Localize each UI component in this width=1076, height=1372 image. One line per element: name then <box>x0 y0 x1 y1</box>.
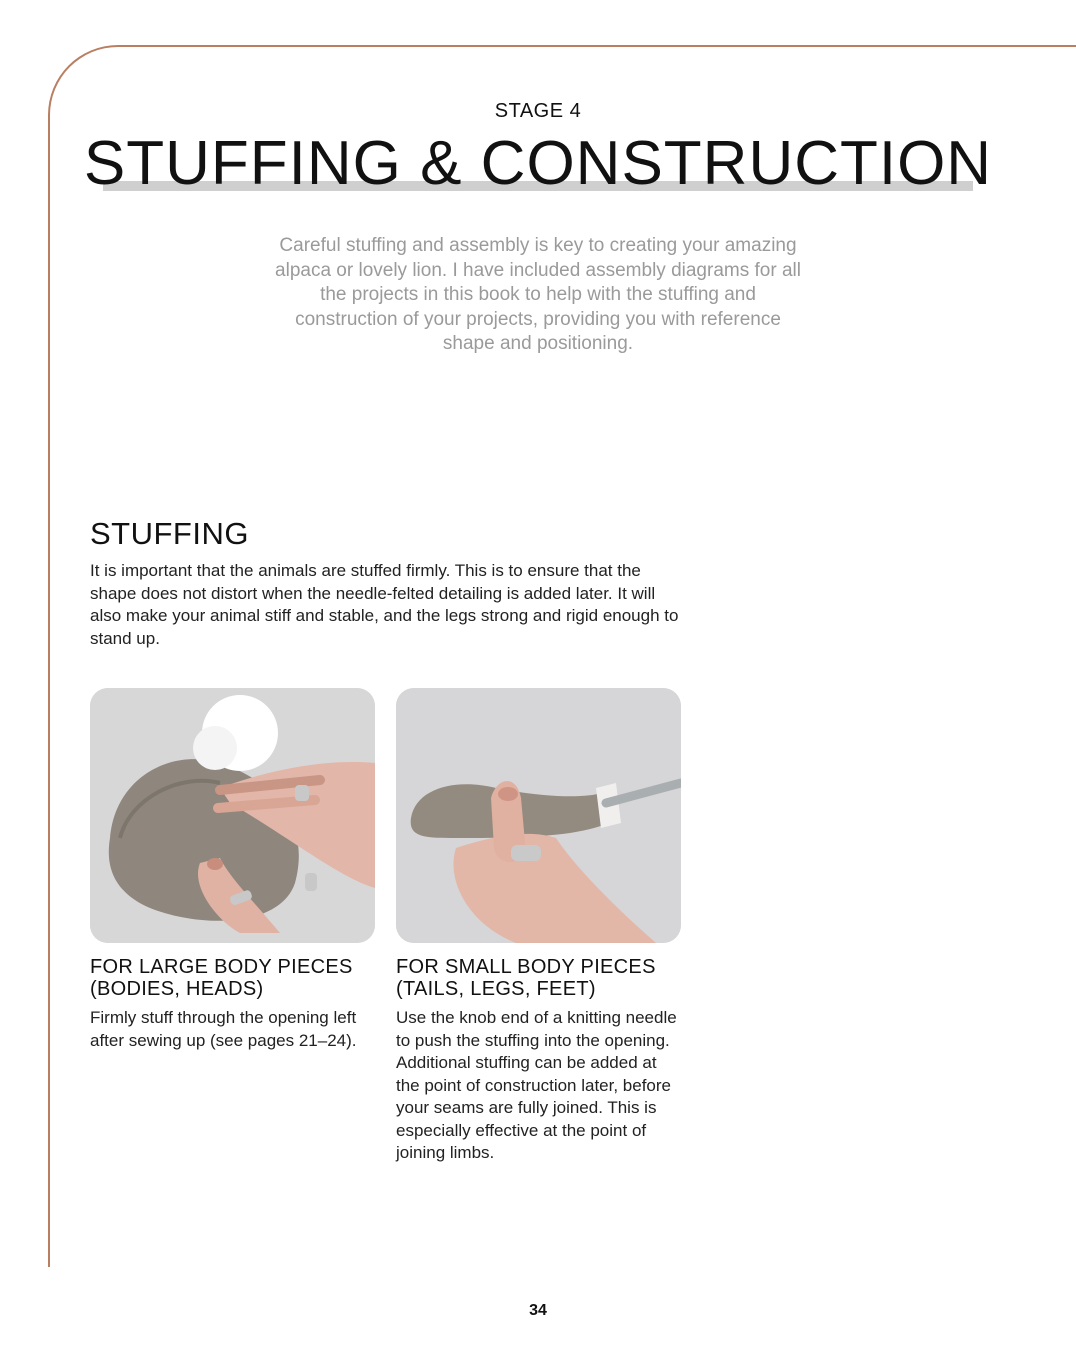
stage-label: STAGE 4 <box>494 100 582 122</box>
caption-text-small: Use the knob end of a knitting needle to push the stuffing into the opening. Additional stuffing can be added at the point of construction later, before your seams are fully joined. This is especially effective at the point of joining limbs. <box>396 1008 677 1162</box>
page-number: 34 <box>529 1302 547 1319</box>
caption-title-small: FOR SMALL BODY PIECES (TAILS, LEGS, FEET) <box>396 956 656 1000</box>
caption-title-large: FOR LARGE BODY PIECES (BODIES, HEADS) <box>90 956 353 1000</box>
page-title: STUFFING & CONSTRUCTION <box>83 129 993 198</box>
intro-paragraph: Careful stuffing and assembly is key to creating your amazing alpaca or lovely lion. I have included assembly diagrams for all the projects in this book to help with the stuffing and construction of your projects, providing you with reference shape and positioning. <box>275 235 801 354</box>
photo-large-body-pieces <box>90 688 375 943</box>
section-heading: STUFFING <box>90 516 249 551</box>
caption-text-large: Firmly stuff through the opening left after sewing up (see pages 21–24). <box>90 1008 357 1050</box>
photo-small-body-pieces <box>396 688 681 943</box>
section-body: It is important that the animals are stuffed firmly. This is to ensure that the shape does not distort when the needle-felted detailing is added later. It will also make your animal stiff and stable, and the legs strong and rigid enough to stand up. <box>90 561 679 648</box>
